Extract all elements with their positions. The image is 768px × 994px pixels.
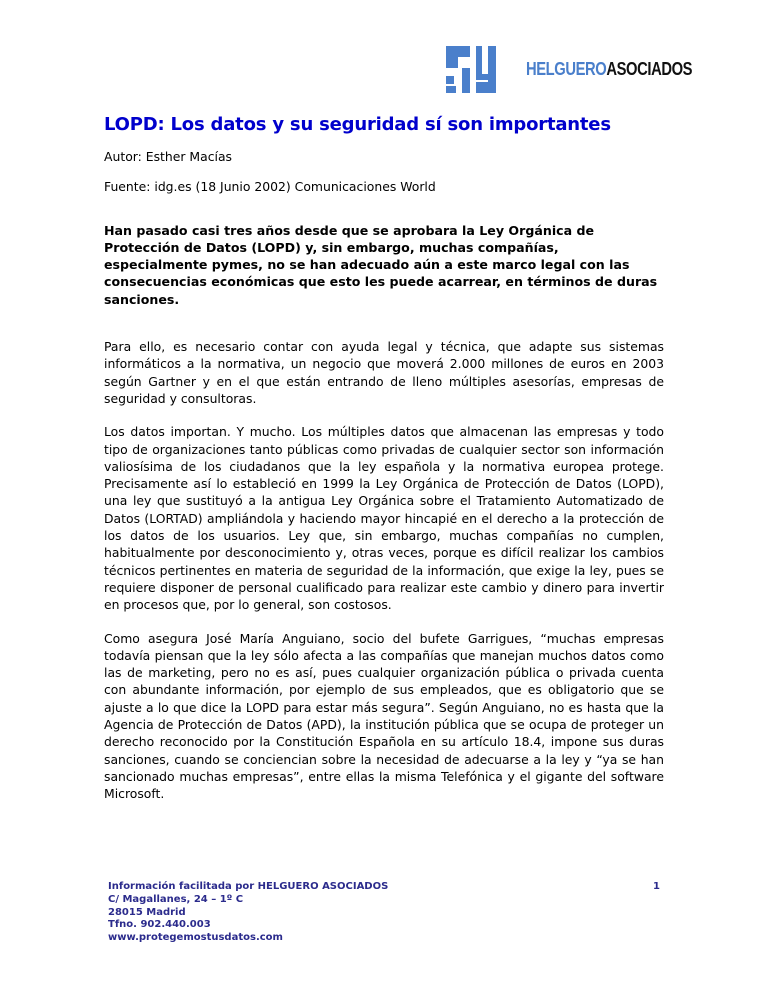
footer-city: 28015 Madrid (108, 906, 186, 918)
article-source: Fuente: idg.es (18 Junio 2002) Comunicaciones World (104, 179, 436, 195)
logo-text: HELGUEROASOCIADOS (526, 59, 693, 79)
company-logo (446, 46, 693, 94)
article (104, 113, 664, 803)
article-author: Autor: Esther Macías (104, 149, 232, 164)
footer-line: Información facilitada por HELGUERO ASOCIADOS (108, 881, 389, 892)
article-paragraph: Para ello, es necesario contar con ayuda legal y técnica, que adapte sus sistemas informáticos a la normativa, un negocio que moverá 2.000 millones de euros en 2003 según Gartner y en el que están entrando de lleno múltiples asesorías, empresas de seguridad y consultoras. (104, 339, 664, 406)
footer-phone: Tfno. 902.440.003 (108, 919, 211, 931)
article-paragraph: Los datos importan. Y mucho. Los múltiples datos que almacenan las empresas y todo tipo de organizaciones tanto públicas como privadas de cualquier sector son información valiosísima de los ciudadanos que la ley española y la normativa europea protege. Precisamente así lo estableció en 1999 la Ley Orgánica de Protección de Datos (LOPD), una ley que sustituyó a la antigua Ley Orgánica sobre el Tratamiento Automatizado de Datos (LORTAD) ampliándola y haciendo mayor hincapié en el derecho a la protección de los datos de los usuarios. Ley que, sin embargo, muchas compañías no cumplen, habitualmente por desconocimiento y, otras veces, porque es difícil realizar los cambios técnicos pertinentes en materia de seguridad de la información, que exige la ley, pues se requiere disponer de personal cualificado para realizar este cambio y dinero para invertir en procesos que, por lo general, son costosos. (104, 424, 664, 613)
article-lead: Han pasado casi tres años desde que se aprobara la Ley Orgánica de Protección de Datos (LOPD) y, sin embargo, muchas compañías, especialmente pymes, no se han adecuado aún a este marco legal con las consecuencias económicas que esto les puede acarrear, en términos de duras sanciones. (104, 222, 658, 307)
footer-website: www.protegemostusdatos.com (108, 932, 283, 944)
page-number: 1 (653, 881, 660, 892)
page-footer (108, 881, 668, 945)
footer-address: C/ Magallanes, 24 – 1º C (108, 893, 244, 905)
article-paragraph: Como asegura José María Anguiano, socio del bufete Garrigues, “muchas empresas todavía piensan que la ley sólo afecta a las compañías que manejan muchos datos como las de marketing, pero no es así, pues cualquier organización pública o privada cuenta con abundante información, por ejemplo de sus empleados, que es obligatorio que se ajuste a lo que dice la LOPD para estar más segura”. Según Anguiano, no es hasta que la Agencia de Protección de Datos (APD), la institución pública que se ocupa de proteger un derecho reconocido por la Constitución Española en su artículo 18.4, impone sus duras sanciones, cuando se conciencian sobre la necesidad de adecuarse a la ley y “ya se han sancionado muchas empresas”, entre ellas la misma Telefónica y el gigante del software Microsoft. (104, 630, 664, 802)
article-title: LOPD: Los datos y su seguridad sí son importantes (104, 114, 611, 135)
logo-mark-icon (446, 46, 496, 93)
